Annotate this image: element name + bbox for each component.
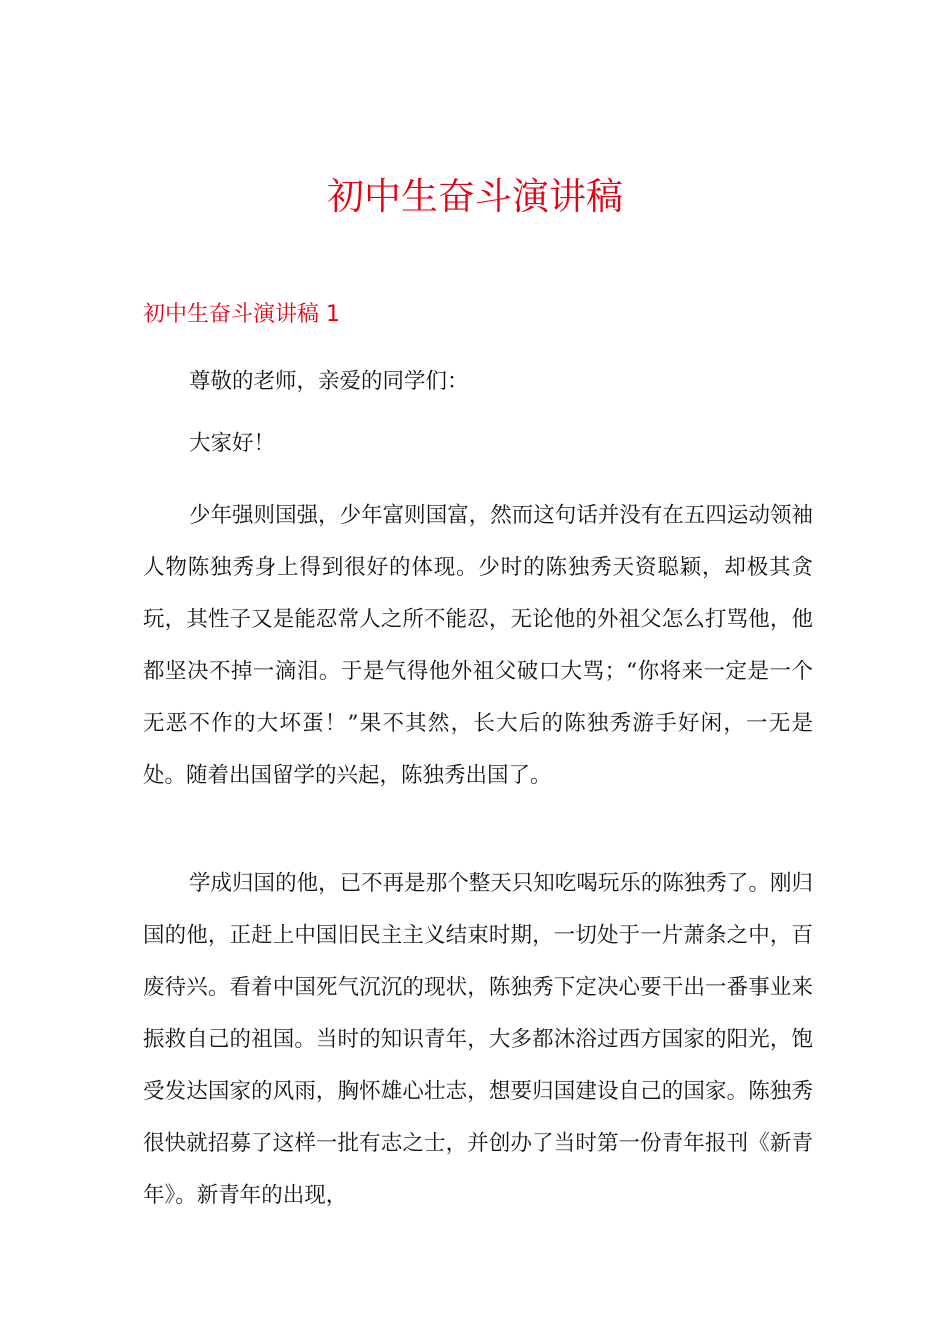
section-heading: 初中生奋斗演讲稿 1 — [143, 302, 340, 327]
greeting-paragraph: 尊敬的老师，亲爱的同学们： — [189, 369, 469, 394]
body-paragraph-2: 学成归国的他，已不再是那个整天只知吃喝玩乐的陈独秀了。刚归国的他，正赶上中国旧民主主义结束时期，一切处于一片萧条之中，百废待兴。看着中国死气沉沉的现状，陈独秀下定决心要干出一番事业来振救自己的祖国。当时的知识青年，大多都沐浴过西方国家的阳光，饱受发达国家的风雨，胸怀雄心壮志，想要归国建设自己的国家。陈独秀很快就招募了这样一批有志之士，并创办了当时第一份青年报刊《新青年》。新青年的出现， — [143, 871, 813, 1208]
body-paragraph-1: 少年强则国强，少年富则国富，然而这句话并没有在五四运动领袖人物陈独秀身上得到很好的体现。少时的陈独秀天资聪颖，却极其贪玩，其性子又是能忍常人之所不能忍，无论他的外祖父怎么打骂他，他都坚决不掉一滴泪。于是气得他外祖父破口大骂；“你将来一定是一个无恶不作的大坏蛋！”果不其然，长大后的陈独秀游手好闲，一无是处。随着出国留学的兴起，陈独秀出国了。 — [143, 503, 813, 788]
document-title: 初中生奋斗演讲稿 — [327, 175, 623, 218]
hello-paragraph: 大家好！ — [189, 431, 276, 456]
